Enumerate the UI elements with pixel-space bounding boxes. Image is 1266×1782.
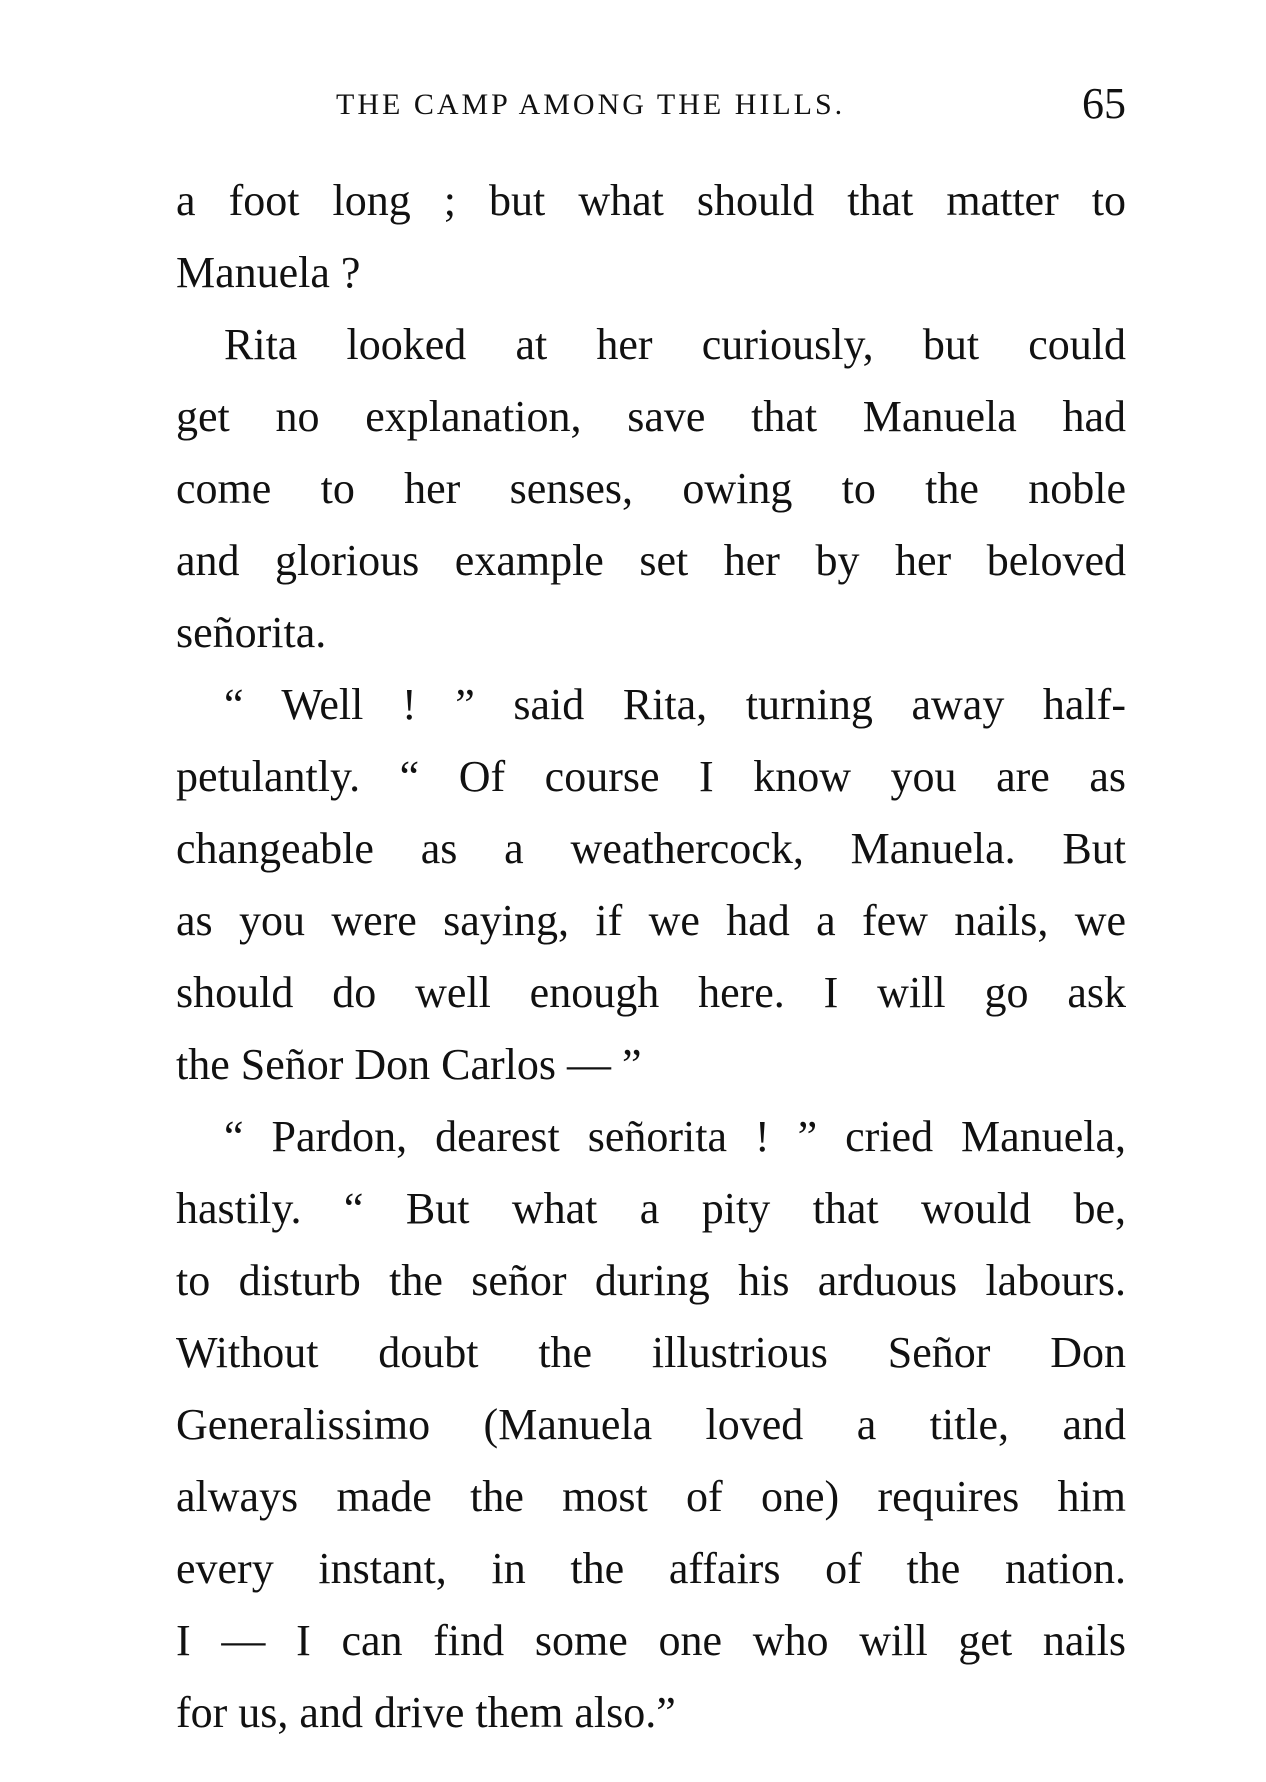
- text-line: a foot long ; but what should that matter to: [176, 176, 1126, 225]
- text-line: as you were saying, if we had a few nails, we: [176, 896, 1126, 945]
- running-head: [176, 78, 1126, 134]
- text-line: changeable as a weathercock, Manuela. But: [176, 824, 1126, 873]
- text-line: hastily. “ But what a pity that would be,: [176, 1184, 1126, 1233]
- text-line: and glorious example set her by her beloved: [176, 536, 1126, 585]
- text-line: get no explanation, save that Manuela had: [176, 392, 1126, 441]
- text-line: always made the most of one) requires him: [176, 1472, 1126, 1521]
- text-line: every instant, in the affairs of the nation.: [176, 1544, 1126, 1593]
- text-line: Manuela ?: [176, 248, 361, 297]
- text-line: “ Pardon, dearest señorita ! ” cried Manuela,: [224, 1112, 1126, 1161]
- text-line: come to her senses, owing to the noble: [176, 464, 1126, 513]
- text-line: I — I can find some one who will get nails: [176, 1616, 1126, 1665]
- text-line: for us, and drive them also.”: [176, 1688, 676, 1737]
- text-line: should do well enough here. I will go ask: [176, 968, 1126, 1017]
- text-line: petulantly. “ Of course I know you are as: [176, 752, 1126, 801]
- text-line: Rita looked at her curiously, but could: [224, 320, 1126, 369]
- text-line: Generalissimo (Manuela loved a title, and: [176, 1400, 1126, 1449]
- text-line: to disturb the señor during his arduous labours.: [176, 1256, 1126, 1305]
- text-line: the Señor Don Carlos — ”: [176, 1040, 642, 1089]
- running-title: THE CAMP AMONG THE HILLS.: [336, 88, 846, 121]
- page-number: 65: [1082, 79, 1126, 128]
- text-line: “ Well ! ” said Rita, turning away half-: [224, 680, 1126, 729]
- body-text: [176, 165, 1126, 1749]
- text-line: señorita.: [176, 608, 327, 657]
- text-line: Without doubt the illustrious Señor Don: [176, 1328, 1126, 1377]
